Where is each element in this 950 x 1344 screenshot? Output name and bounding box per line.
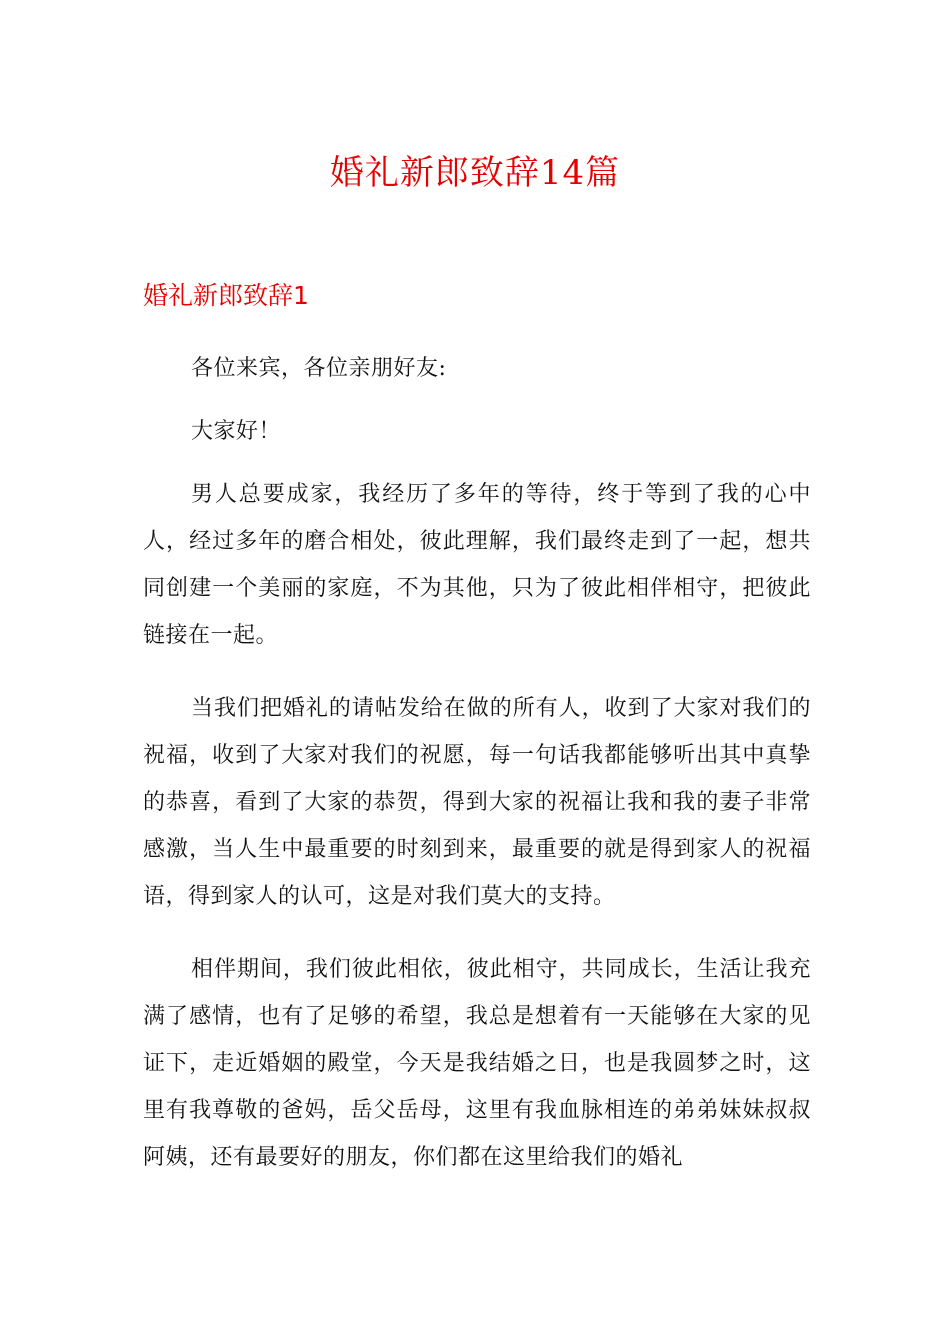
paragraph: 相伴期间，我们彼此相依，彼此相守，共同成长，生活让我充满了感情，也有了足够的希望，我总是想着有一天能够在大家的见证下，走近婚姻的殿堂，今天是我结婚之日，也是我圆梦之时，这里有我尊敬的爸妈，岳父岳母，这里有我血脉相连的弟弟妹妹叔叔阿姨，还有最要好的朋友，你们都在这里给我们的婚礼: [143, 957, 811, 1170]
paragraph: 当我们把婚礼的请帖发给在做的所有人，收到了大家对我们的祝福，收到了大家对我们的祝愿，每一句话我都能够听出其中真挚的恭喜，看到了大家的恭贺，得到大家的祝福让我和我的妻子非常感激，当人生中最重要的时刻到来，最重要的就是得到家人的祝福语，得到家人的认可，这是对我们莫大的支持。: [143, 696, 811, 909]
paragraph: 男人总要成家，我经历了多年的等待，终于等到了我的心中人，经过多年的磨合相处，彼此理解，我们最终走到了一起，想共同创建一个美丽的家庭，不为其他，只为了彼此相伴相守，把彼此链接在一起。: [143, 482, 811, 648]
paragraph-hello: 大家好！: [191, 419, 282, 444]
paragraph-greeting: 各位来宾，各位亲朋好友:: [191, 356, 447, 381]
document-body: [143, 345, 811, 1207]
section-heading: 婚礼新郎致辞1: [143, 281, 309, 310]
document-title: 婚礼新郎致辞14篇: [329, 153, 621, 193]
